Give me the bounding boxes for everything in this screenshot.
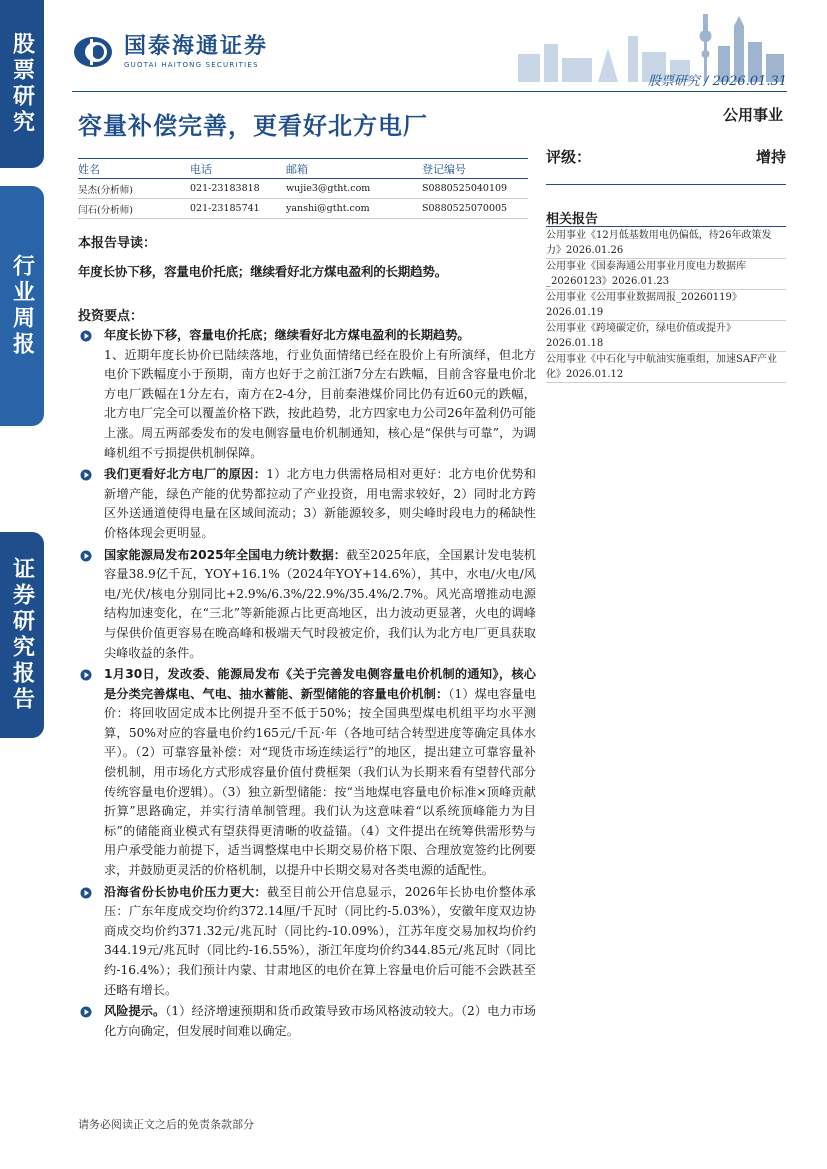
analyst-phone: 021-23185741 xyxy=(190,203,260,214)
report-type-date: 股票研究 / 2026.01.31 xyxy=(647,74,787,89)
table-row xyxy=(78,179,528,199)
point-lead: 我们更看好北方电厂的原因： xyxy=(104,467,267,482)
side-tab-industry-weekly xyxy=(0,186,44,426)
col-header-phone: 电话 xyxy=(190,162,212,176)
analyst-table-header xyxy=(78,159,528,179)
related-reports-title: 相关报告 xyxy=(546,212,599,227)
point-body: 截至目前公开信息显示，2026年长协电价整体承压：广东年度成交均价约372.14厘/千瓦时（同比约-5.03%），安徽年度双边协商成交均价约371.32元/兆瓦时（同比约-10.09%），江苏年度交易加权均价约344.19元/兆瓦时（同比约-16.55%），浙江年度均价约344.85元/兆瓦时（同比约-16.4%）；我们预计内蒙、甘肃地区的电价在算上容量电价后可能不会跌甚至还略有增长。 xyxy=(104,884,536,997)
col-header-email: 邮箱 xyxy=(286,162,308,176)
guide-text: 年度长协下移，容量电价托底；继续看好北方煤电盈利的长期趋势。 xyxy=(78,264,448,279)
bullet-icon xyxy=(80,330,92,342)
analyst-reg-no: S0880525070005 xyxy=(422,203,508,214)
side-tab-stock-research xyxy=(0,0,44,168)
related-reports-list xyxy=(546,228,786,383)
list-item xyxy=(76,326,536,463)
bullet-icon xyxy=(80,887,92,899)
rating-label: 评级： xyxy=(546,148,592,166)
header-divider xyxy=(72,91,787,92)
point-lead: 年度长协下移，容量电价托底；继续看好北方煤电盈利的长期趋势。 xyxy=(104,328,470,342)
table-row xyxy=(78,199,528,219)
analyst-email[interactable]: yanshi@gtht.com xyxy=(286,203,370,214)
analyst-reg-no: S0880525040109 xyxy=(422,183,508,194)
point-body: （1）煤电容量电价：将回收固定成本比例提升至不低于50%；按全国典型煤电机组平均水平测算，50%对应的容量电价约165元/千瓦·年（各地可结合转型进度等确定具体水平）。（2）可靠容量补偿：对“现货市场连续运行”的地区，提出建立可靠容量补偿机制，用市场化方式形成容量价值付费框架（我们认为长期来看有望替代部分传统容量电价逻辑）。（3）独立新型储能：按“当地煤电容量电价标准×顶峰贡献折算”思路确定，并实行清单制管理。我们认为这意味着“以系统顶峰能力为目标”的储能商业模式有望获得更清晰的收益锚。（4）文件提出在统筹供需形势与用户承受能力前提下，适当调整煤电中长期交易价格下限、合理放宽签约比例要求，并鼓励更灵活的价格机制，以提升中长期交易对各类电源的适配性。 xyxy=(104,686,537,878)
analyst-name: 吴杰(分析师) xyxy=(78,184,133,196)
list-item xyxy=(76,465,536,543)
analyst-name: 闫石(分析师) xyxy=(78,204,133,216)
side-tab-label: 股票研究 xyxy=(9,32,35,136)
bullet-icon xyxy=(80,550,92,562)
col-header-name: 姓名 xyxy=(78,162,100,176)
investment-points-label: 投资要点： xyxy=(78,309,144,324)
bullet-icon xyxy=(80,1006,92,1018)
rating-value: 增持 xyxy=(755,148,786,166)
side-tab-label: 行业周报 xyxy=(9,254,35,358)
logo-cn-text: 国泰海通证券 xyxy=(124,34,269,59)
related-report-link[interactable]: 公用事业《跨境碳定价，绿电价值或提升》2026.01.18 xyxy=(546,321,786,352)
industry-label: 公用事业 xyxy=(722,106,783,124)
logo-en-text: GUOTAI HAITONG SECURITIES xyxy=(124,61,259,69)
rating-divider xyxy=(546,184,786,185)
analyst-phone: 021-23183818 xyxy=(190,183,260,194)
col-header-reg: 登记编号 xyxy=(422,162,466,176)
list-item xyxy=(76,883,536,1001)
report-title: 容量补偿完善，更看好北方电厂 xyxy=(78,112,428,140)
analyst-email[interactable]: wujie3@gtht.com xyxy=(286,183,371,194)
disclaimer-note: 请务必阅读正文之后的免责条款部分 xyxy=(78,1118,254,1131)
related-report-link[interactable]: 公用事业《中石化与中航油实施重组，加速SAF产业化》2026.01.12 xyxy=(546,352,786,383)
bullet-icon xyxy=(80,469,92,481)
list-item xyxy=(76,1002,536,1041)
related-report-link[interactable]: 公用事业《公用事业数据周报_20260119》2026.01.19 xyxy=(546,290,786,321)
list-item xyxy=(76,546,536,664)
related-divider xyxy=(546,226,786,227)
list-item xyxy=(76,665,536,881)
guide-label: 本报告导读： xyxy=(78,236,157,251)
point-lead: 国家能源局发布2025年全国电力统计数据： xyxy=(104,547,346,562)
rating-block xyxy=(546,146,786,167)
point-body: 1、近期年度长协价已陆续落地，行业负面情绪已经在股价上有所演绎，但北方电价下跌幅度小于预期，南方也好于之前江浙7分左右跌幅，目前含容量电价北方电厂跌幅在1分左右，南方在2-4分，目前秦港煤价同比仍有近60元的跌幅，北方电厂完全可以覆盖价格下跌，按此趋势，北方四家电力公司26年盈利仍可能上涨。周五两部委发布的发电侧容量电价机制通知，核心是“保供与可靠”，为调峰机组不亏损提供机制保障。 xyxy=(104,347,536,460)
logo-mark-icon xyxy=(72,35,118,69)
point-lead: 风险提示。 xyxy=(104,1004,166,1019)
point-body: 截至2025年底，全国累计发电装机容量38.9亿千瓦，YOY+16.1%（2024年YOY+14.6%），其中，水电/火电/风电/光伏/核电分别同比+2.9%/6.3%/22.9%/35.4%/2.7%。风光高增推动电源结构加速变化，在“三北”等新能源占比更高地区，出力波动更显著，火电的调峰与保供价值更容易在晚高峰和极端天气时段被定价，我们认为北方电厂更具获取尖峰收益的条件。 xyxy=(104,547,536,660)
point-body: 1）北方电力供需格局相对更好：北方电价优势和新增产能，绿色产能的优势都拉动了产业投资，用电需求较好，2）同时北方跨区外送通道使得电量在区域间流动；3）新能源较多，则尖峰时段电力的稀缺性价格体现会更明显。 xyxy=(104,467,536,540)
related-report-link[interactable]: 公用事业《12月低基数用电仍偏低，待26年政策发力》2026.01.26 xyxy=(546,228,786,259)
bullet-icon xyxy=(80,669,92,681)
side-tab-securities-report xyxy=(0,532,44,738)
related-report-link[interactable]: 公用事业《国泰海通公用事业月度电力数据库_20260123》2026.01.23 xyxy=(546,259,786,290)
analyst-table xyxy=(78,158,528,219)
point-lead: 1月30日，发改委、能源局发布《关于完善发电侧容量电价机制的通知》，核心是分类完善煤电、气电、抽水蓄能、新型储能的容量电价机制： xyxy=(104,667,536,701)
side-tab-label: 证券研究报告 xyxy=(9,557,35,713)
point-lead: 沿海省份长协电价压力更大： xyxy=(104,884,267,899)
point-body: （1）经济增速预期和货币政策导致市场风格波动较大。（2）电力市场化方向确定，但发展时间难以确定。 xyxy=(104,1004,536,1038)
company-logo xyxy=(72,35,268,69)
investment-points-list xyxy=(76,326,536,1043)
